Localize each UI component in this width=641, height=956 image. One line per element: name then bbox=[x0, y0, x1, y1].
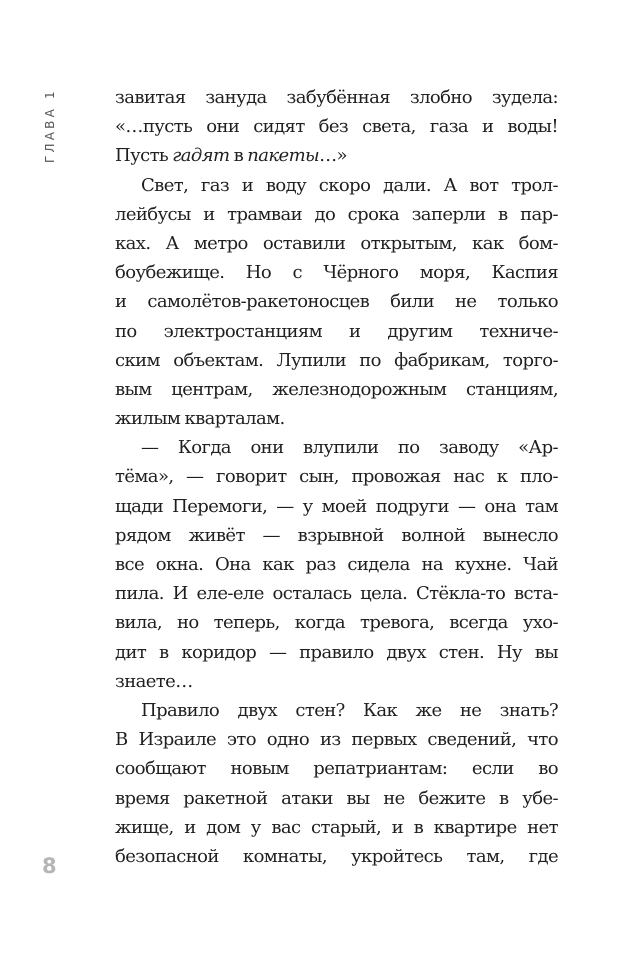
italic-word: гадят bbox=[172, 145, 230, 167]
text-line: тёма», — говорит сын, провожая нас к пло- bbox=[115, 466, 558, 488]
text-line: ским объектам. Лупили по фабрикам, торго- bbox=[115, 349, 558, 371]
text-line: ках. А метро оставили открытым, как бом- bbox=[115, 232, 558, 254]
italic-word: пакеты bbox=[247, 145, 320, 167]
body-text bbox=[115, 83, 558, 871]
text-line: жище, и дом у вас старый, и в квартире нет bbox=[115, 816, 558, 838]
paragraph-start-line: Свет, газ и воду скоро дали. А вот трол- bbox=[141, 174, 558, 196]
text-line: Пусть гадят в пакеты…» bbox=[115, 145, 347, 167]
text-line: сообщают новым репатриантам: если во bbox=[115, 758, 558, 780]
chapter-label: ГЛАВА 1 bbox=[43, 88, 57, 163]
text-line: время ракетной атаки вы не бежите в убе- bbox=[115, 787, 558, 809]
text-line: все окна. Она как раз сидела на кухне. Чай bbox=[115, 554, 558, 575]
text-line: дит в коридор — правило двух стен. Ну вы bbox=[115, 641, 558, 663]
text-line: «…пусть они сидят без света, газа и воды! bbox=[115, 116, 558, 138]
text-line: безопасной комнаты, укройтесь там, где bbox=[115, 845, 558, 867]
paragraph-start-line: — Когда они влупили по заводу «Ар- bbox=[141, 437, 558, 459]
text-line: лейбусы и трамваи до срока заперли в пар- bbox=[115, 203, 558, 225]
page-number: 8 bbox=[42, 854, 57, 878]
text-line: боубежище. Но с Чёрного моря, Каспия bbox=[115, 262, 558, 284]
text-line: рядом живёт — взрывной волной вынесло bbox=[115, 524, 558, 546]
text-line: по электростанциям и другим техниче- bbox=[115, 320, 558, 342]
text-line: завитая зануда забубённая злобно зудела: bbox=[115, 87, 558, 108]
text-line: щади Перемоги, — у моей подруги — она там bbox=[115, 495, 558, 517]
text-line: В Израиле это одно из первых сведений, что bbox=[115, 729, 558, 751]
text-line: вым центрам, железнодорожным станциям, bbox=[115, 378, 558, 400]
text-line: пила. И еле-еле осталась цела. Стёкла-то вста- bbox=[115, 583, 558, 605]
text-line: и самолётов-ракетоносцев били не только bbox=[115, 291, 558, 313]
paragraph-start-line: Правило двух стен? Как же не знать? bbox=[141, 699, 558, 721]
text-line: жилым кварталам. bbox=[115, 408, 285, 430]
text-line: знаете… bbox=[115, 670, 193, 692]
text-line: вила, но теперь, когда тревога, всегда ухо- bbox=[115, 612, 558, 634]
